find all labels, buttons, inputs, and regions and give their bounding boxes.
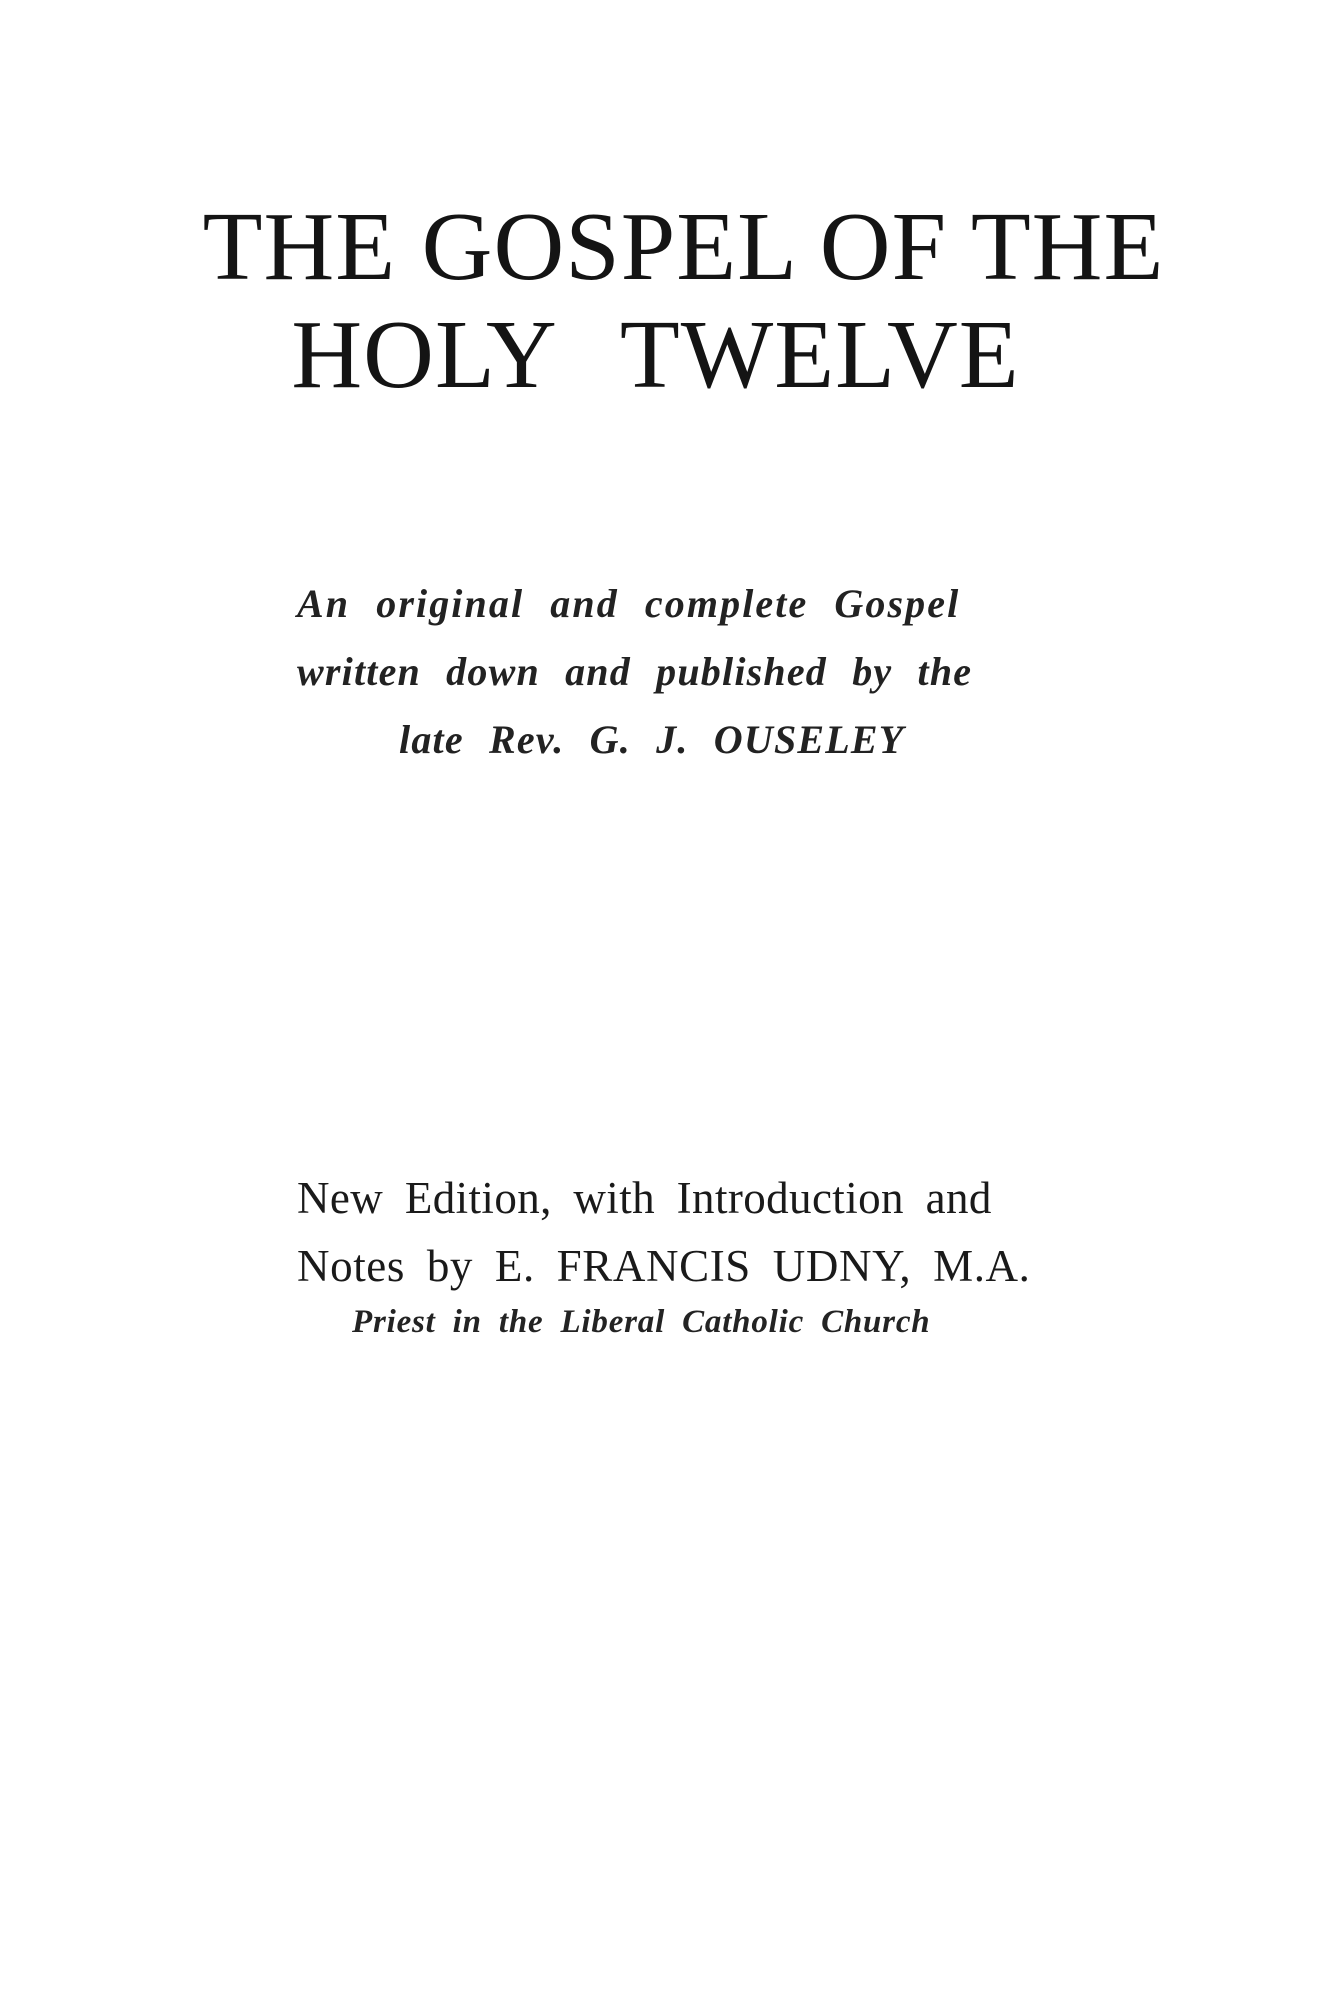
subtitle-line-2: written down and published by the — [297, 649, 973, 694]
edition-note — [297, 1164, 1057, 1342]
title-line-1: THE GOSPEL OF THE — [202, 193, 1165, 301]
subtitle-line-1: An original and complete Gospel — [297, 581, 961, 626]
subtitle-line-3: late Rev. G. J. OUSELEY — [399, 717, 905, 762]
edition-line-2: Notes by E. FRANCIS UDNY, M.A. — [297, 1241, 1031, 1291]
editor-affiliation: Priest in the Liberal Catholic Church — [352, 1304, 931, 1340]
title-line-2: HOLY TWELVE — [291, 301, 1020, 409]
subtitle — [297, 570, 1037, 774]
edition-line-1: New Edition, with Introduction and — [297, 1173, 992, 1223]
book-title — [0, 192, 1327, 410]
